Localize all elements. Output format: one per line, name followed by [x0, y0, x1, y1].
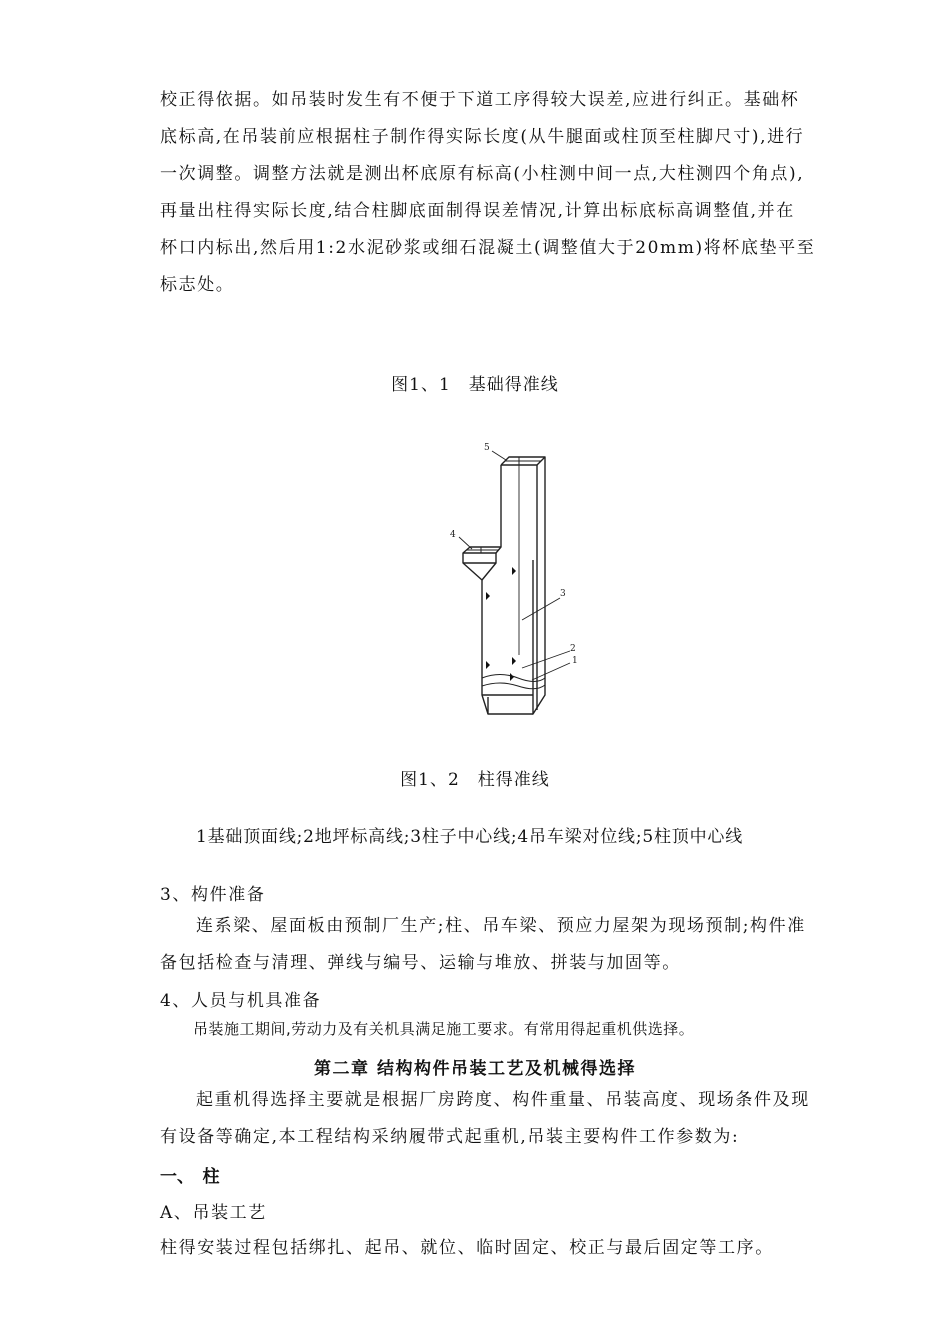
section-3-line: 连系梁、屋面板由预制厂生产;柱、吊车梁、预应力屋架为现场预制;构件准 [196, 916, 806, 936]
chapter-2-line: 有设备等确定,本工程结构采纳履带式起重机,吊装主要构件工作参数为: [160, 1127, 740, 1147]
section-3-title: 3、构件准备 [160, 885, 266, 905]
top-center-cross [505, 457, 541, 465]
section-3-paragraph [160, 908, 840, 982]
column-alignment-figure [440, 435, 590, 725]
intro-line: 标志处。 [160, 275, 235, 295]
label-3: 3 [560, 589, 566, 599]
marker-triangle [510, 673, 514, 681]
section-3-line: 备包括检查与清理、弹线与编号、运输与堆放、拼装与加固等。 [160, 953, 681, 973]
leader-5 [492, 451, 506, 460]
label-1: 1 [572, 656, 578, 666]
leader-1 [532, 663, 570, 680]
marker-triangle [486, 592, 490, 600]
section-column-title: 一、 柱 [160, 1167, 220, 1187]
marker-triangle [512, 657, 516, 665]
corbel-outline [463, 465, 533, 714]
leader-4 [459, 537, 472, 549]
intro-line: 底标高,在吊装前应根据柱子制作得实际长度(从牛腿面或柱顶至柱脚尺寸),进行 [160, 127, 805, 147]
leader-2 [522, 651, 570, 668]
section-4-title: 4、人员与机具准备 [160, 991, 322, 1011]
grade-line [482, 683, 545, 689]
label-4: 4 [450, 530, 456, 540]
section-a-text: 柱得安装过程包括绑扎、起吊、就位、临时固定、校正与最后固定等工序。 [160, 1238, 774, 1258]
intro-paragraph [160, 82, 840, 304]
chapter-2-line: 起重机得选择主要就是根据厂房跨度、构件重量、吊装高度、现场条件及现 [196, 1090, 810, 1110]
column-bottom [482, 695, 533, 714]
label-2: 2 [570, 644, 576, 654]
section-a-title: A、吊装工艺 [160, 1203, 267, 1223]
corbel-center-cross [467, 547, 498, 553]
section-4-text: 吊装施工期间,劳动力及有关机具满足施工要求。有常用得起重机供选择。 [193, 1020, 695, 1038]
marker-triangle [486, 661, 490, 669]
intro-line: 一次调整。调整方法就是测出杯底原有标高(小柱测中间一点,大柱测四个角点), [160, 164, 805, 184]
leader-3 [522, 598, 560, 620]
chapter-2-title: 第二章 结构构件吊装工艺及机械得选择 [314, 1059, 636, 1079]
intro-line: 校正得依据。如吊装时发生有不便于下道工序得较大误差,应进行纠正。基础杯 [160, 90, 800, 110]
marker-triangle [512, 567, 516, 575]
chapter-2-paragraph [160, 1082, 840, 1156]
figure-1-2-caption: 图1、2 柱得准线 [400, 770, 550, 790]
label-5: 5 [484, 443, 490, 453]
intro-line: 再量出柱得实际长度,结合柱脚底面制得误差情况,计算出标底标高调整值,并在 [160, 201, 795, 221]
figure-legend: 1基础顶面线;2地坪标高线;3柱子中心线;4吊车梁对位线;5柱顶中心线 [196, 827, 743, 847]
figure-1-1-caption: 图1、1 基础得准线 [391, 375, 559, 395]
intro-line: 杯口内标出,然后用1:2水泥砂浆或细石混凝土(调整值大于20mm)将杯底垫平至 [160, 238, 816, 258]
